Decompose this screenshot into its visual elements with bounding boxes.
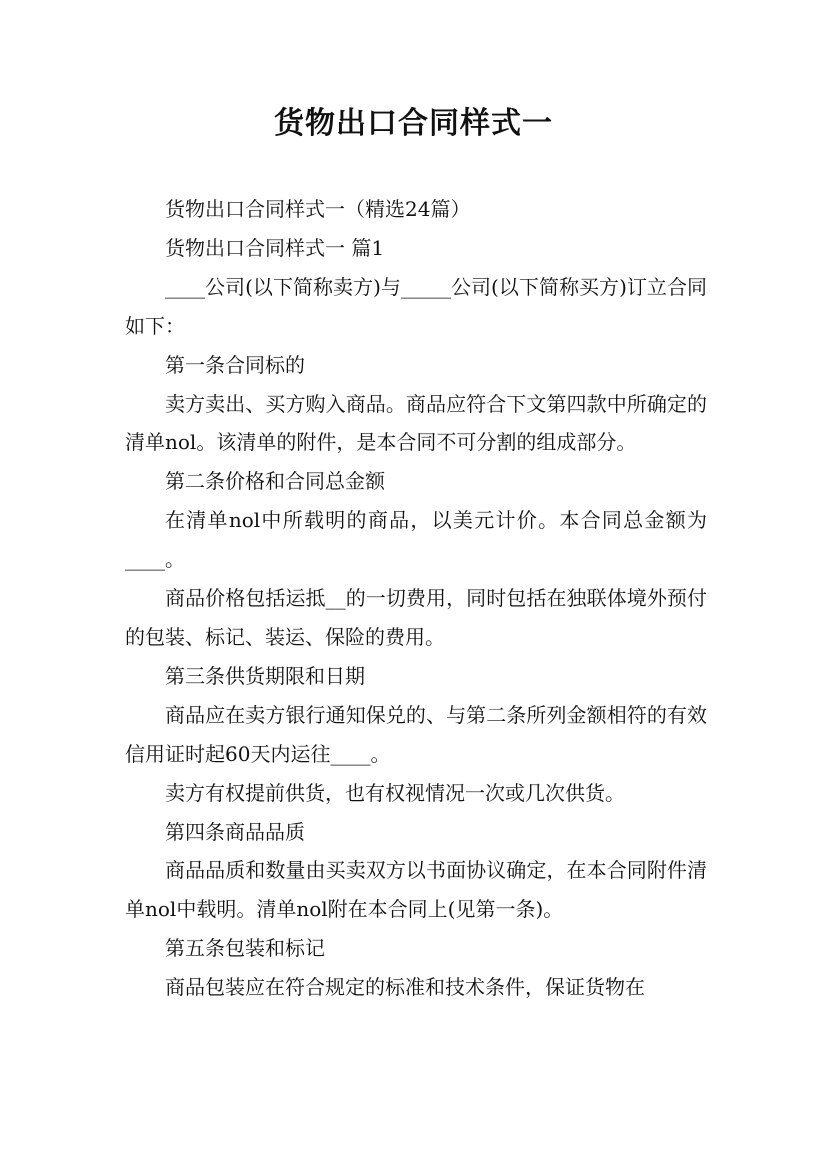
paragraph-section-heading: 货物出口合同样式一 篇1 [165, 235, 385, 260]
paragraph: 卖方有权提前供货，也有权视情况一次或几次供货。 [165, 780, 625, 805]
document-body [125, 190, 707, 1007]
paragraph: ____公司(以下简称卖方)与_____公司(以下简称买方)订立合同如下： [125, 274, 707, 338]
paragraph: 在清单nol中所载明的商品，以美元计价。本合同总金额为____。 [125, 508, 707, 572]
article-heading: 第二条价格和合同总金额 [165, 469, 385, 494]
article-heading: 第一条合同标的 [165, 352, 305, 377]
article-heading: 第五条包装和标记 [165, 936, 325, 961]
paragraph-subtitle: 货物出口合同样式一（精选24篇） [165, 197, 471, 221]
article-heading: 第四条商品品质 [165, 819, 305, 844]
paragraph: 商品包装应在符合规定的标准和技术条件，保证货物在 [165, 975, 645, 1000]
paragraph: 卖方卖出、买方购入商品。商品应符合下文第四款中所确定的清单nol。该清单的附件，是本合同不可分割的组成部分。 [125, 391, 707, 455]
paragraph: 商品价格包括运抵__的一切费用，同时包括在独联体境外预付的包装、标记、装运、保险的费用。 [125, 586, 707, 649]
paragraph: 商品应在卖方银行通知保兑的、与第二条所列金额相符的有效信用证时起60天内运往____。 [125, 702, 707, 766]
document-title: 货物出口合同样式一 [274, 106, 553, 141]
article-heading: 第三条供货期限和日期 [165, 663, 365, 688]
paragraph: 商品品质和数量由买卖双方以书面协议确定，在本合同附件清单nol中载明。清单nol附在本合同上(见第一条)。 [125, 858, 707, 922]
